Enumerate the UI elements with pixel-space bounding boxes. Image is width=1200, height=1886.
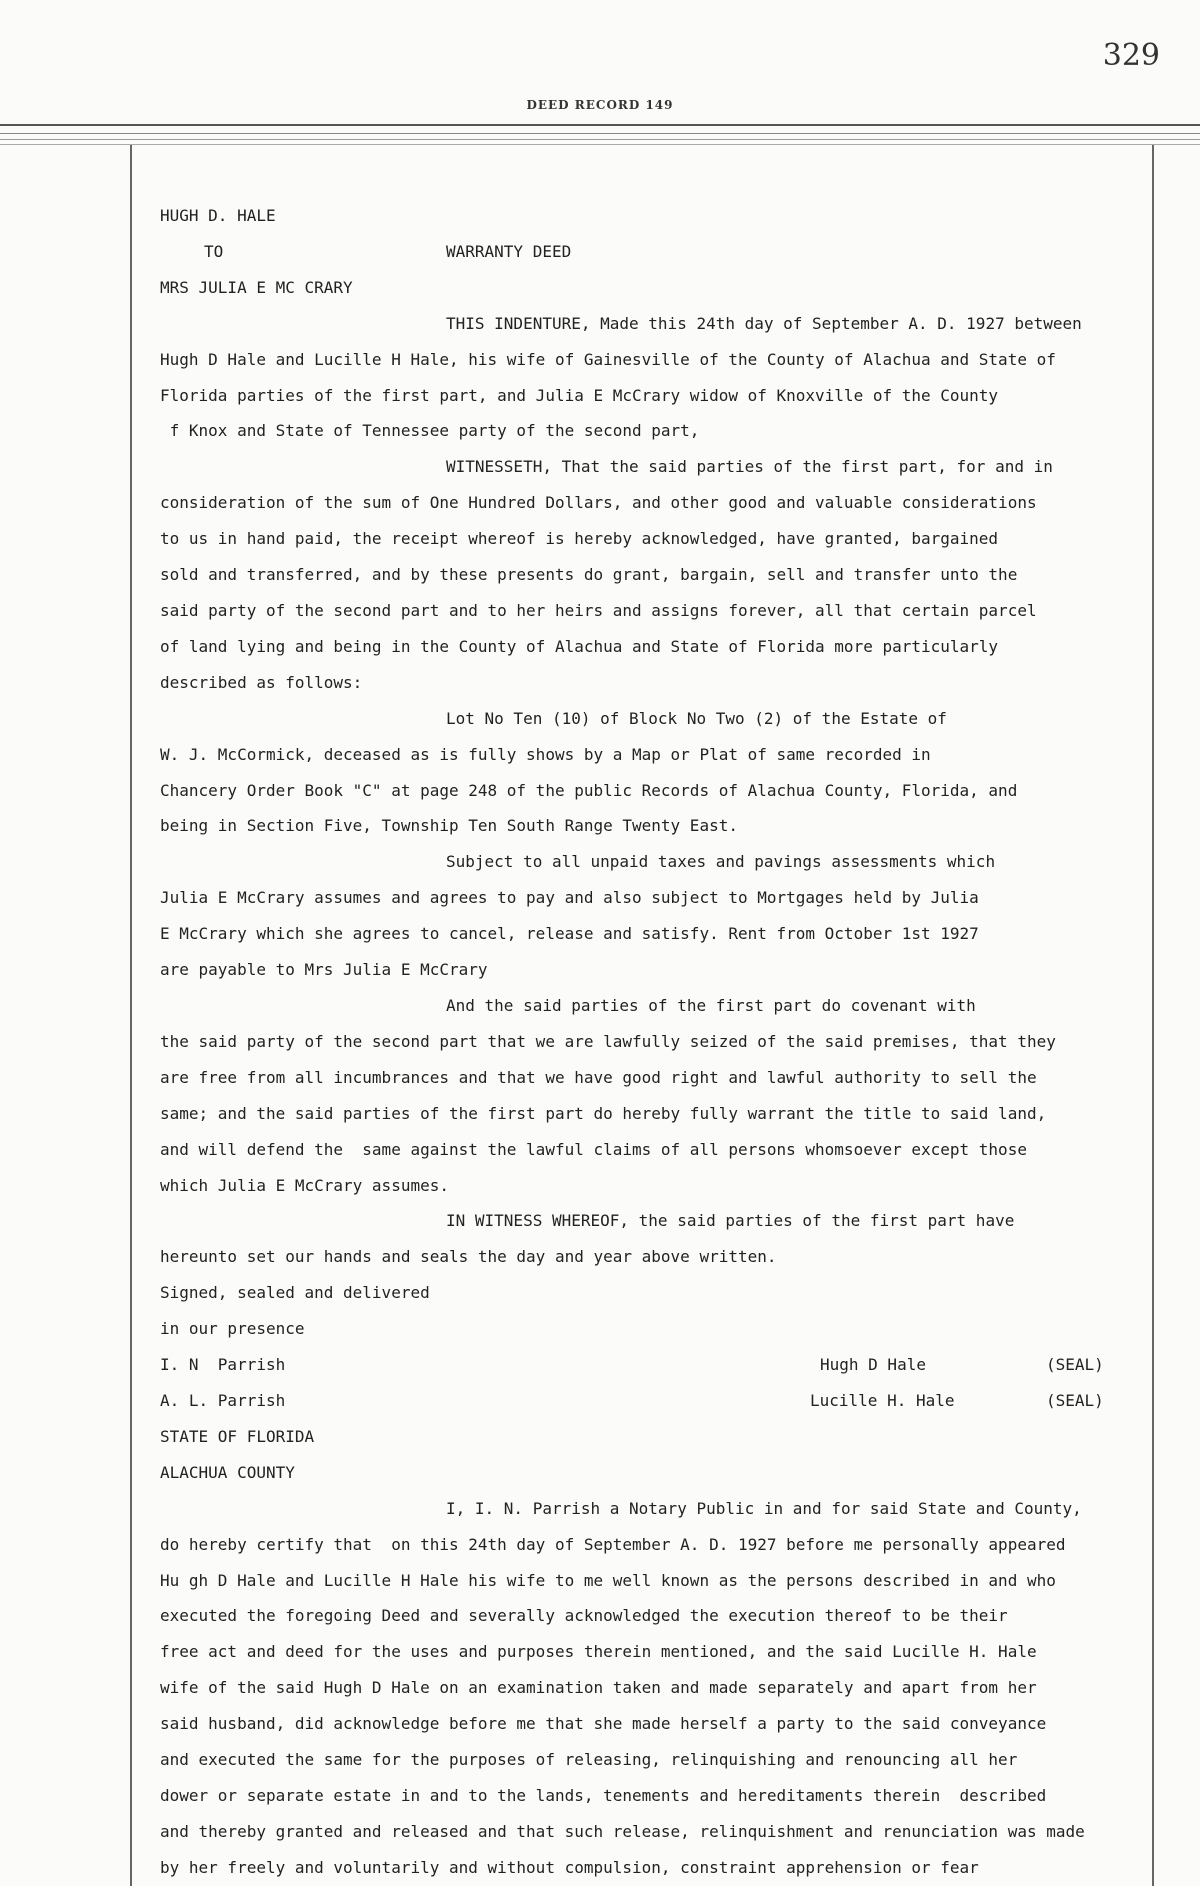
deed-line: same; and the said parties of the first part do hereby fully warrant the title to said land, (160, 1104, 1047, 1123)
deed-line: E McCrary which she agrees to cancel, release and satisfy. Rent from October 1st 1927 (160, 924, 979, 943)
to-label: TO (204, 242, 224, 261)
grantee-name: MRS JULIA E MC CRARY (160, 278, 353, 297)
deed-line: Lot No Ten (10) of Block No Two (2) of the Estate of (446, 709, 947, 728)
ack-line: executed the foregoing Deed and severally acknowledged the execution thereof to be their (160, 1606, 1008, 1625)
deed-line: the said party of the second part that we are lawfully seized of the said premises, that they (160, 1032, 1056, 1051)
deed-line: THIS INDENTURE, Made this 24th day of September A. D. 1927 between (446, 314, 1082, 333)
seal-mark: (SEAL) (1046, 1391, 1104, 1410)
deed-line: Julia E McCrary assumes and agrees to pay and also subject to Mortgages held by Julia (160, 888, 979, 907)
header-rule-2 (0, 133, 1200, 134)
ack-line: free act and deed for the uses and purposes therein mentioned, and the said Lucille H. Hale (160, 1642, 1037, 1661)
grantor-name: HUGH D. HALE (160, 206, 276, 225)
deed-line: Hugh D Hale and Lucille H Hale, his wife of Gainesville of the County of Alachua and State of (160, 350, 1056, 369)
signer-name: Lucille H. Hale (810, 1391, 955, 1410)
left-margin-line (130, 145, 132, 1886)
instrument-title: WARRANTY DEED (446, 242, 572, 261)
ack-line: wife of the said Hugh D Hale on an examination taken and made separately and apart from her (160, 1678, 1037, 1697)
ack-line: and thereby granted and released and that such release, relinquishment and renunciation was made (160, 1822, 1085, 1841)
ack-line: said husband, did acknowledge before me that she made herself a party to the said conveyance (160, 1714, 1047, 1733)
deed-line: consideration of the sum of One Hundred Dollars, and other good and valuable considerations (160, 493, 1037, 512)
deed-line: being in Section Five, Township Ten South Range Twenty East. (160, 816, 738, 835)
ack-line: and executed the same for the purposes of releasing, relinquishing and renouncing all her (160, 1750, 1018, 1769)
deed-line: said party of the second part and to her heirs and assigns forever, all that certain parcel (160, 601, 1037, 620)
deed-line: Florida parties of the first part, and Julia E McCrary widow of Knoxville of the County (160, 386, 999, 405)
record-title: DEED RECORD 149 (526, 98, 674, 112)
venue-state: STATE OF FLORIDA (160, 1427, 315, 1446)
ack-line: I, I. N. Parrish a Notary Public in and for said State and County, (446, 1499, 1082, 1518)
witness-name: I. N Parrish (160, 1355, 286, 1374)
deed-line: And the said parties of the first part do covenant with (446, 996, 976, 1015)
deed-line: W. J. McCormick, deceased as is fully shows by a Map or Plat of same recorded in (160, 745, 931, 764)
ack-line: do hereby certify that on this 24th day of September A. D. 1927 before me personally appeared (160, 1535, 1066, 1554)
right-margin-line (1152, 145, 1154, 1886)
ack-line: by her freely and voluntarily and without compulsion, constraint apprehension or fear (160, 1858, 979, 1877)
witness-name: A. L. Parrish (160, 1391, 286, 1410)
deed-line: described as follows: (160, 673, 363, 692)
header-rule-4 (0, 144, 1200, 145)
page-number: 329 (1102, 38, 1160, 73)
deed-line: which Julia E McCrary assumes. (160, 1176, 449, 1195)
deed-line: sold and transferred, and by these presents do grant, bargain, sell and transfer unto the (160, 565, 1018, 584)
deed-line: WITNESSETH, That the said parties of the first part, for and in (446, 457, 1053, 476)
deed-line: Signed, sealed and delivered (160, 1283, 430, 1302)
signer-name: Hugh D Hale (820, 1355, 926, 1374)
deed-line: hereunto set our hands and seals the day and year above written. (160, 1247, 777, 1266)
header-rule (0, 124, 1200, 126)
header-rule-3 (0, 139, 1200, 140)
deed-line: to us in hand paid, the receipt whereof is hereby acknowledged, have granted, bargained (160, 529, 999, 548)
deed-line: are payable to Mrs Julia E McCrary (160, 960, 488, 979)
deed-line: in our presence (160, 1319, 305, 1338)
deed-line: Subject to all unpaid taxes and pavings assessments which (446, 852, 996, 871)
seal-mark: (SEAL) (1046, 1355, 1104, 1374)
deed-line: of land lying and being in the County of Alachua and State of Florida more particularly (160, 637, 999, 656)
deed-line: are free from all incumbrances and that we have good right and lawful authority to sell the (160, 1068, 1037, 1087)
ack-line: dower or separate estate in and to the lands, tenements and hereditaments therein described (160, 1786, 1047, 1805)
ack-line: Hu gh D Hale and Lucille H Hale his wife to me well known as the persons described in and who (160, 1571, 1056, 1590)
deed-line: and will defend the same against the lawful claims of all persons whomsoever except those (160, 1140, 1027, 1159)
deed-line: IN WITNESS WHEREOF, the said parties of the first part have (446, 1211, 1015, 1230)
deed-line: Chancery Order Book "C" at page 248 of the public Records of Alachua County, Florida, and (160, 781, 1018, 800)
deed-line: f Knox and State of Tennessee party of the second part, (160, 421, 700, 440)
venue-county: ALACHUA COUNTY (160, 1463, 295, 1482)
